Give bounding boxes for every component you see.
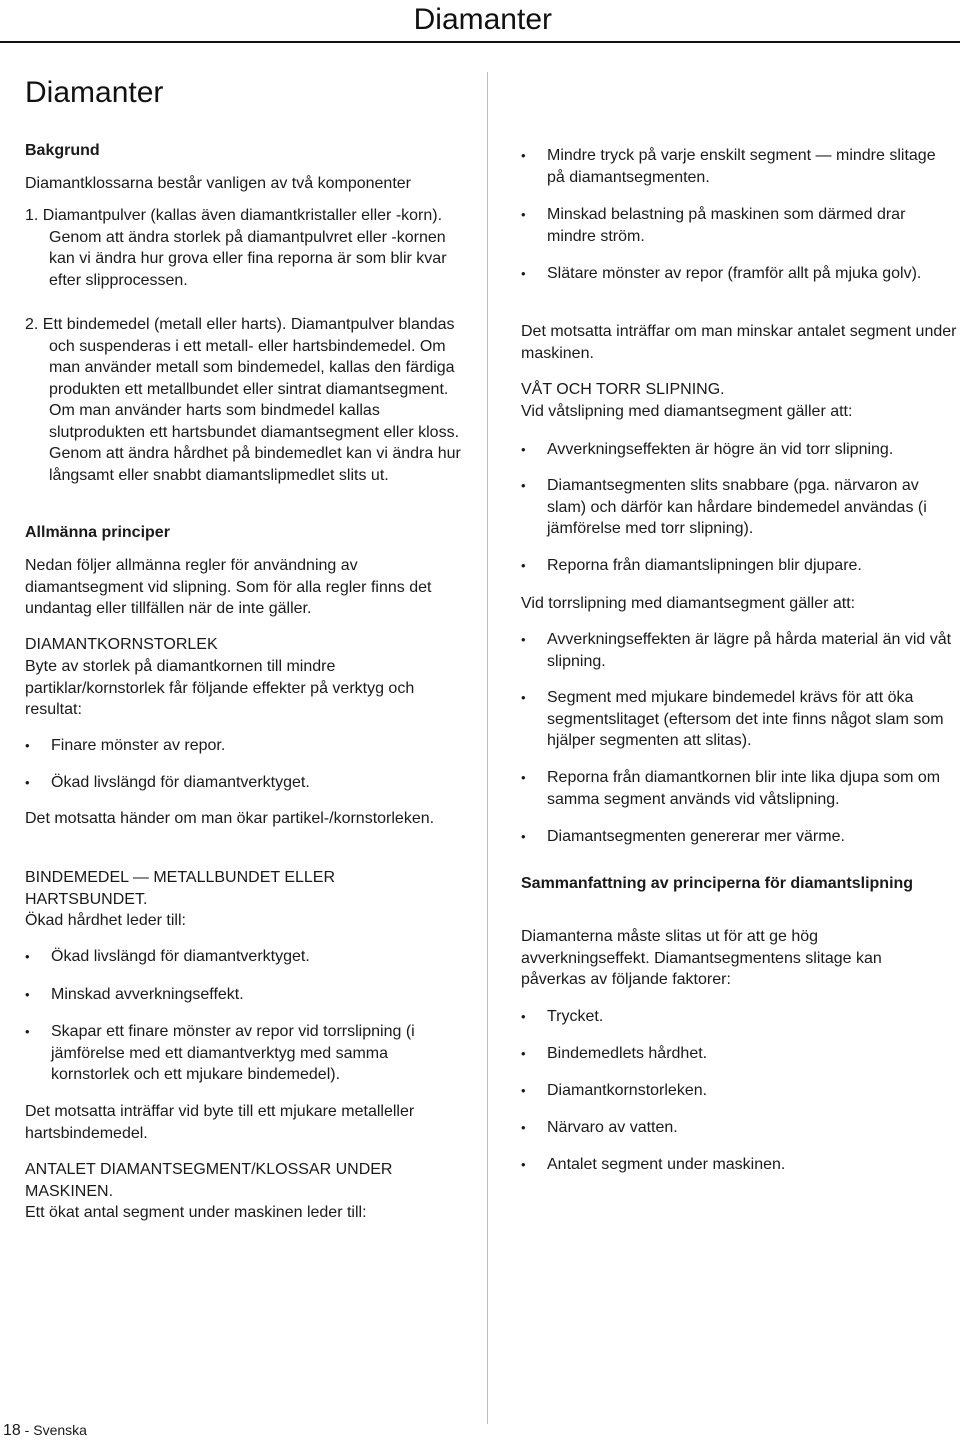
bullet-item: • Minskad avverkningseffekt. [25,984,244,1006]
korn-opposite-paragraph: Det motsatta händer om man ökar partikel-/kornstorleken. [25,810,435,827]
korn-paragraph: Byte av storlek på diamantkornen till mindre partiklar/kornstorlek får följande effekter på verktyg och resultat: [25,658,415,718]
subheading-bindemedel: BINDEMEDEL — METALLBUNDET ELLER HARTSBUNDET. [25,869,336,908]
bullet-item: • Bindemedlets hårdhet. [521,1043,707,1065]
section-heading-bakgrund: Bakgrund [25,142,100,159]
list-item-bindemedel: 2. Ett bindemedel (metall eller harts). Diamantpulver blandas och suspenderas i ett metall- eller hartsbindemedel. Om man använder metall som bindemedel, kallas den färdiga produkten ett metallbundet eller sintrat diamantsegment. Om man använder harts som bindmedel kallas slutprodukten ett hartsbundet diamantsegment eller kloss. Genom att ändra hårdhet på bindemedlet kan vi ändra hur långsamt eller snabbt diamantslipmedlet slits ut. [25,316,461,484]
subheading-diamantkornstorlek: DIAMANTKORNSTORLEK [25,636,218,653]
summary-paragraph: Diamanterna måste slitas ut för att ge hög avverkningseffekt. Diamantsegmentens slitage kan påverkas av följande faktorer: [521,928,882,988]
binde-opposite-paragraph: Det motsatta inträffar vid byte till ett mjukare metalleller hartsbindemedel. [25,1103,415,1142]
bullet-item: • Diamantsegmenten slits snabbare (pga. närvaron av slam) och därför kan hårdare bindemedel användas (i jämförelse med torr slipning). [521,475,947,540]
column-divider [487,72,488,1424]
bullet-item: • Finare mönster av repor. [25,735,225,757]
bullet-item: • Trycket. [521,1006,603,1028]
bullet-item: • Avverkningseffekten är högre än vid torr slipning. [521,439,893,461]
section-heading-sammanfattning: Sammanfattning av principerna för diamantslipning [521,875,914,892]
list-item-diamantpulver: 1. Diamantpulver (kallas även diamantkristaller eller -korn). Genom att ändra storlek på diamantpulvret eller -kornen kan vi ändra hur grova eller fina reporna är som blir kvar efter slipprocessen. [25,207,447,289]
page-footer [3,1420,87,1441]
bullet-item: • Diamantsegmenten genererar mer värme. [521,826,845,848]
antal-opposite-paragraph: Det motsatta inträffar om man minskar antalet segment under maskinen. [521,323,957,362]
binde-paragraph: Ökad hårdhet leder till: [25,912,186,929]
bullet-item: • Ökad livslängd för diamantverktyget. [25,772,310,794]
bullet-item: • Ökad livslängd för diamantverktyget. [25,946,310,968]
bullet-item: • Skapar ett finare mönster av repor vid torrslipning (i jämförelse med ett diamantverktyg med samma kornstorlek och ett mjukare bindemedel). [25,1021,451,1086]
bullet-item: • Reporna från diamantkornen blir inte lika djupa som om samma segment används vid våtslipning. [521,767,957,810]
bullet-item: • Reporna från diamantslipningen blir djupare. [521,555,862,577]
section-heading-principer: Allmänna principer [25,524,170,541]
bullet-item: • Slätare mönster av repor (framför allt på mjuka golv). [521,263,947,285]
bullet-item: • Diamantkornstorleken. [521,1080,707,1102]
subheading-antal-segment: ANTALET DIAMANTSEGMENT/KLOSSAR UNDER MASKINEN. [25,1161,393,1200]
intro-paragraph: Diamantklossarna består vanligen av två komponenter [25,175,411,192]
bullet-item: • Minskad belastning på maskinen som därmed drar mindre ström. [521,204,947,247]
subheading-vat-torr: VÅT OCH TORR SLIPNING. [521,381,725,398]
bullet-item: • Segment med mjukare bindemedel krävs för att öka segmentslitaget (eftersom det inte finns något slam som hjälper segmenten att slitas). [521,687,957,752]
bullet-item: • Avverkningseffekten är lägre på hårda material än vid våt slipning. [521,629,957,672]
bullet-item: • Närvaro av vatten. [521,1117,678,1139]
page-title: Diamanter [25,76,164,109]
vat-paragraph: Vid våtslipning med diamantsegment gäller att: [521,403,853,420]
bullet-item: • Antalet segment under maskinen. [521,1154,785,1176]
header-rule [0,41,960,43]
page-number: 18 [3,1422,21,1439]
antal-paragraph: Ett ökat antal segment under maskinen leder till: [25,1204,367,1221]
torr-paragraph: Vid torrslipning med diamantsegment gäller att: [521,595,856,612]
bullet-item: • Mindre tryck på varje enskilt segment — mindre slitage på diamantsegmenten. [521,145,947,188]
principer-paragraph: Nedan följer allmänna regler för användning av diamantsegment vid slipning. Som för alla regler finns det undantag eller tillfällen när de inte gäller. [25,557,432,617]
header-title: Diamanter [413,3,552,36]
footer-language: - Svenska [20,1422,87,1438]
